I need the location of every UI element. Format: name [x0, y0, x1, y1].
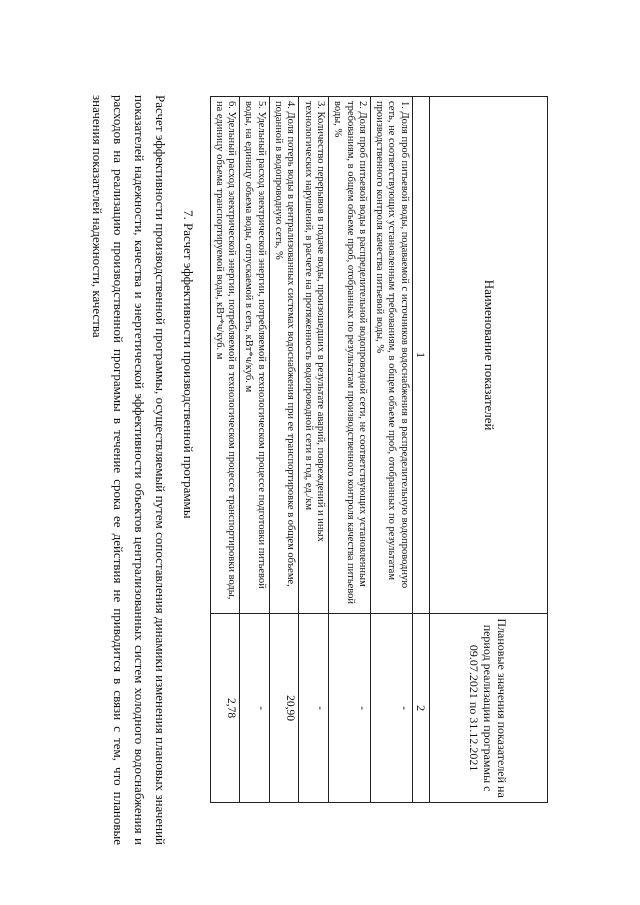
indicator-value: - — [370, 614, 412, 803]
table-header-row — [430, 97, 548, 803]
column-header-indicator-name: Наименование показателей — [430, 97, 548, 614]
table-row — [240, 97, 270, 803]
indicator-value: 2,78 — [210, 614, 240, 803]
table-row — [370, 97, 412, 803]
section-paragraph: Расчет эффективности производственной программы, осуществляемый путем сопоставления динамики изменения плановых значений показателей надежности, качества и энергетической эффективности объектов централизованных систем холодного водоснабжения и расходов на реализацию производственной программы в течение срока ее действия не приводится в связи с тем, что плановые значения показателей надежности, качества — [90, 95, 168, 845]
section-title: 7. Расчет эффективности производственной программы — [181, 210, 196, 519]
column-header-planned-values: Плановые значения показателей на период реализации программы с 09.07.2021 по 31.12.2021 — [430, 614, 548, 803]
indicator-name: 1. Доля проб питьевой воды, подаваемой с источников водоснабжения в распределительную водопроводную сеть, не соответствующих установленным требованиям, в общем объеме проб, отобранных по результатам производственного контроля качества питьевой воды, % — [370, 97, 412, 614]
indicators-table — [210, 96, 548, 803]
column-number: 2 — [412, 614, 429, 803]
indicator-name: 6. Удельный расход электрической энергии, потребляемой в технологическом процессе транспортировки воды, на единицу объема транспортируемой воды, кВт*ч/куб. м — [210, 97, 240, 614]
table-row — [210, 97, 240, 803]
table-row — [269, 97, 299, 803]
table-numbering-row — [412, 97, 429, 803]
indicator-value: - — [240, 614, 270, 803]
indicator-name: 5. Удельный расход электрической энергии, потребляемой в технологическом процессе подготовки питьевой воды, на единицу объема воды, отпускаемой в сеть, кВт*ч/куб. м — [240, 97, 270, 614]
indicator-value: - — [299, 614, 329, 803]
column-number: 1 — [412, 97, 429, 614]
indicator-name: 3. Количество перерывов в подаче воды, произошедших в результате аварий, повреждений и иных технологических нарушений, в расчете на протяженность водопроводной сети в год, ед./км — [299, 97, 329, 614]
indicator-name: 4. Доля потерь воды в централизованных системах водоснабжения при ее транспортировке в общем объеме, поданной в водопроводную сеть, % — [269, 97, 299, 614]
indicator-name: 2. Доля проб питьевой воды в распределительной водопроводной сети, не соответствующих установленным требованиям, в общем объеме проб, отобранных по результатам производственного контроля качества питьевой воды, % — [328, 97, 370, 614]
indicator-value: - — [328, 614, 370, 803]
table-row — [328, 97, 370, 803]
indicator-value: 20,90 — [269, 614, 299, 803]
table-row — [299, 97, 329, 803]
